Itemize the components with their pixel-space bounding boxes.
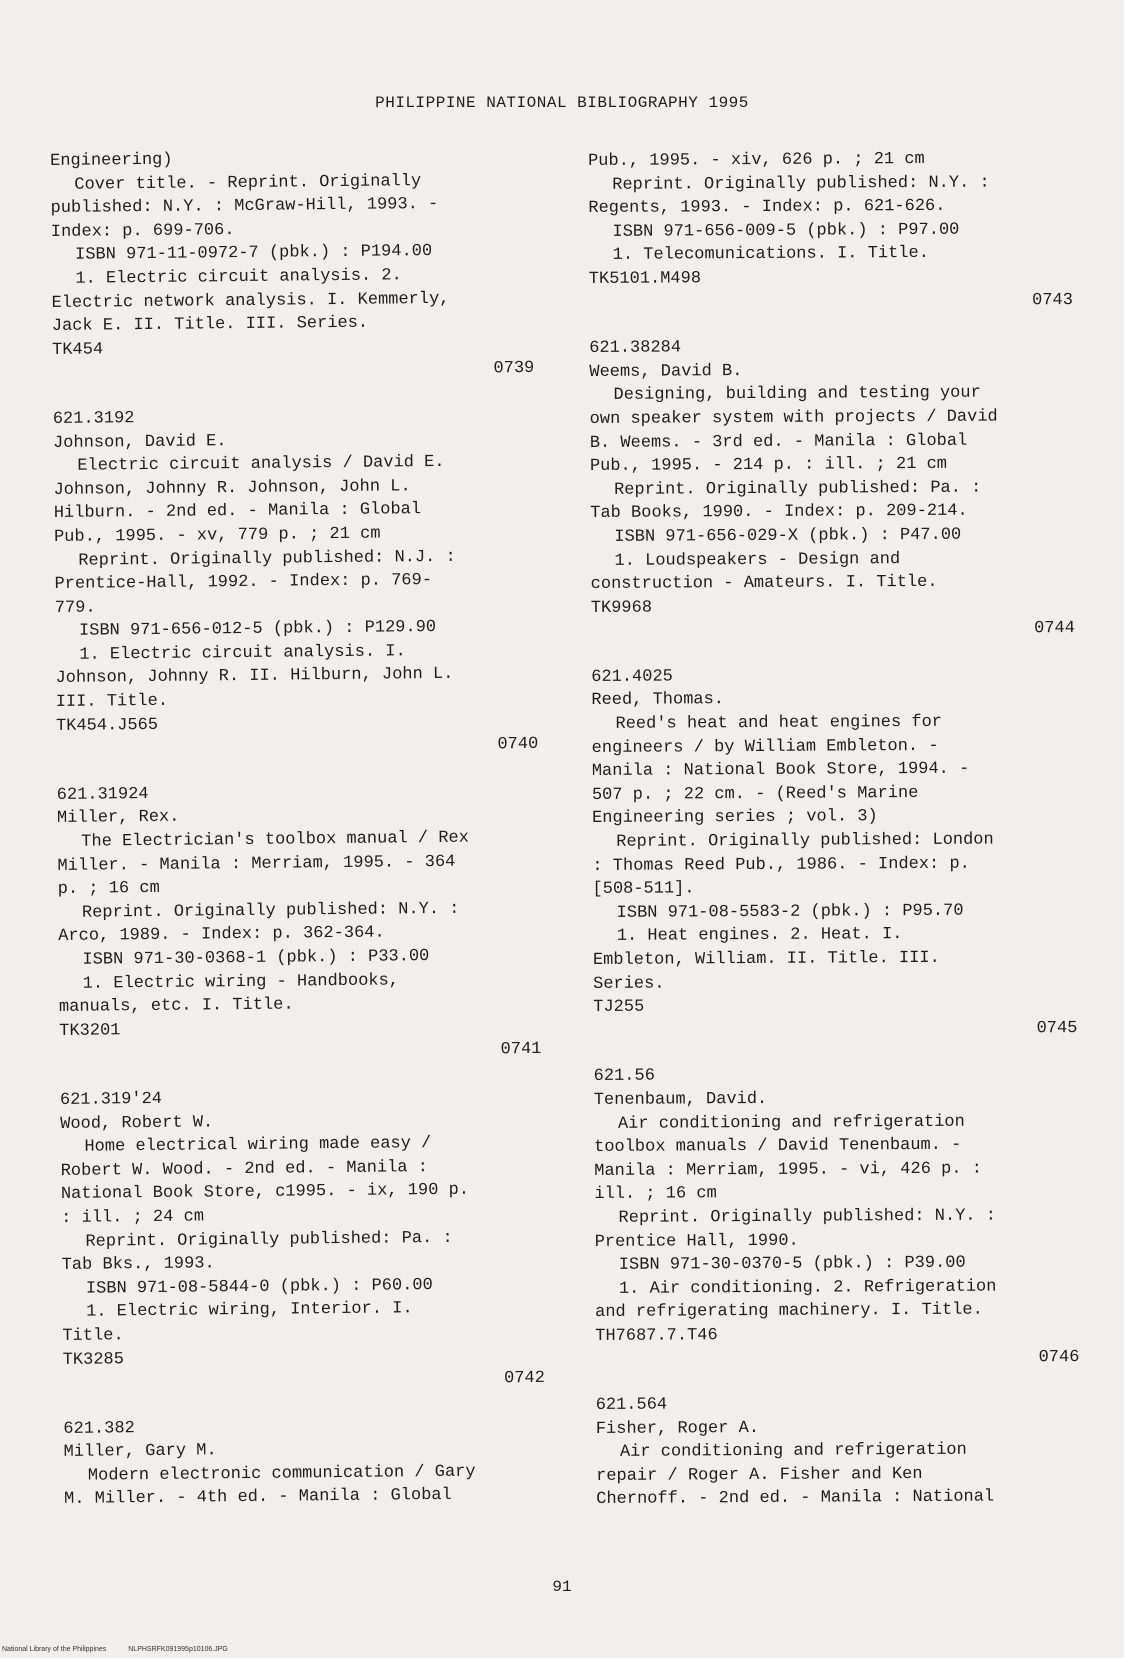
entry-line: Series. (593, 974, 665, 994)
footer-filename: NLPHSRFK091995p10106.JPG (128, 1646, 228, 1653)
entry-line: Miller. - Manila : Merriam, 1995. - 364 (57, 852, 456, 876)
entry-line: Designing, building and testing your (613, 383, 981, 406)
entry-line: Engineering series ; vol. 3) (592, 807, 878, 829)
entry-line: Manila : National Book Store, 1994. - (591, 759, 970, 782)
entry-line: Johnson, Johnny R. Johnson, John L. (53, 476, 411, 500)
entry-line: Manila : Merriam, 1995. - vi, 426 p. : (594, 1159, 982, 1181)
page-number: 91 (552, 1578, 572, 1596)
entry-line: Arco, 1989. - Index: p. 362-364. (58, 923, 385, 947)
record-number: 0745 (1036, 1018, 1078, 1039)
entry-line: 1. Air conditioning. 2. Refrigeration (618, 1277, 997, 1299)
record-number: 0742 (503, 1368, 545, 1389)
entry-line: TK5101.M498 (588, 269, 702, 289)
entry-line: Modern electronic communication / Gary (87, 1462, 476, 1486)
entry-line: ISBN 971-30-0368-1 (pbk.) : P33.00 (82, 947, 430, 970)
entry-line: Tab Bks., 1993. (61, 1254, 215, 1276)
entry-line: TK454 (51, 340, 104, 360)
entry-line: 507 p. ; 22 cm. - (Reed's Marine (591, 783, 919, 805)
entry-line: Reprint. Originally published: N.Y. : (81, 899, 460, 923)
entry-line: Electric network analysis. I. Kemmerly, (51, 289, 450, 313)
bibliographic-entry (60, 1084, 551, 1396)
footer-library: National Library of the Philippines (2, 1646, 107, 1653)
entry-line: repair / Roger A. Fisher and Ken (596, 1464, 923, 1486)
record-number: 0739 (493, 359, 535, 379)
entry-line: construction - Amateurs. I. Title. (590, 572, 938, 595)
record-number: 0743 (1032, 290, 1073, 310)
classification-number: 621.3192 (52, 409, 135, 429)
entry-line: : Thomas Reed Pub., 1986. - Index: p. (592, 854, 970, 876)
entry-line: ISBN 971-30-0370-5 (pbk.) : P39.00 (618, 1253, 966, 1275)
entry-line: Engineering) (50, 150, 173, 171)
entry-line: Electric circuit analysis / David E. (77, 453, 445, 476)
classification-number: 621.382 (63, 1418, 135, 1439)
entry-line: Johnson, David E. (52, 431, 227, 453)
entry-line: ISBN 971-656-009-5 (pbk.) : P97.00 (612, 220, 960, 242)
bibliographic-entry (589, 334, 1081, 644)
entry-line: Prentice Hall, 1990. (594, 1231, 799, 1252)
entry-line: Index: p. 699-706. (50, 220, 235, 242)
entry-line: TH7687.7.T46 (595, 1326, 718, 1346)
entry-line: Title. (62, 1326, 124, 1346)
classification-number: 621.38284 (589, 338, 682, 359)
entry-line: Reprint. Originally published: Pa. : (614, 478, 982, 500)
entry-line: 1. Loudspeakers - Design and (614, 549, 901, 571)
entry-line: National Book Store, c1995. - ix, 190 p. (60, 1181, 470, 1205)
classification-number: 621.319'24 (59, 1089, 163, 1110)
entry-line: Wood, Robert W. (60, 1112, 214, 1134)
entry-line: Tenenbaum, David. (593, 1089, 768, 1110)
entry-line: Reprint. Originally published: N.Y. : (618, 1206, 997, 1228)
entry-line: Jack E. II. Title. III. Series. (51, 313, 369, 337)
entry-line: III. Title. (55, 691, 169, 713)
bibliographic-entry (63, 1413, 552, 1512)
entry-line: ISBN 971-11-0972-7 (pbk.) : P194.00 (75, 242, 433, 266)
scan-footer (2, 1646, 248, 1653)
entry-line: Johnson, Johnny R. II. Hilburn, John L. (55, 665, 454, 689)
entry-line: 1. Electric wiring - Handbooks, (82, 970, 400, 994)
entry-line: [508-511]. (592, 879, 695, 900)
entry-line: Pub., 1995. - xv, 779 p. ; 21 cm (53, 524, 381, 547)
entry-line: ISBN 971-656-029-X (pbk.) : P47.00 (614, 525, 962, 547)
entry-line: Miller, Rex. (56, 808, 180, 829)
entry-line: Air conditioning and refrigeration (617, 1112, 965, 1134)
entry-line: Chernoff. - 2nd ed. - Manila : National (596, 1488, 995, 1510)
entry-line: p. ; 16 cm (57, 879, 160, 900)
entry-line: B. Weems. - 3rd ed. - Manila : Global (589, 431, 968, 453)
entry-line: 1. Heat engines. 2. Heat. I. (616, 925, 903, 947)
entry-line: : ill. ; 24 cm (61, 1207, 205, 1228)
bibliographic-entry (588, 147, 1079, 315)
bibliographic-entry (57, 779, 548, 1067)
entry-line: Reprint. Originally published: N.J. : (78, 547, 456, 571)
classification-number: 621.56 (593, 1066, 655, 1087)
bibliographic-entry (596, 1391, 1087, 1512)
entry-line: M. Miller. - 4th ed. - Manila : Global (64, 1486, 452, 1510)
record-number: 0741 (500, 1040, 542, 1060)
left-column (50, 145, 552, 1512)
bibliographic-entry (53, 403, 545, 762)
entry-line: toolbox manuals / David Tenenbaum. - (594, 1135, 962, 1158)
entry-line: TK3285 (62, 1349, 124, 1370)
entry-line: 1. Electric circuit analysis. I. (79, 642, 406, 665)
entry-line: Air conditioning and refrigeration (619, 1440, 967, 1463)
entry-line: Reprint. Originally published: London (616, 830, 994, 852)
entry-line: Prentice-Hall, 1992. - Index: p. 769- (54, 571, 433, 595)
entry-line: 1. Telecomunications. I. Title. (612, 244, 929, 266)
entry-line: Hilburn. - 2nd ed. - Manila : Global (53, 500, 422, 524)
entry-gap (591, 641, 1081, 666)
entry-line: The Electrician's toolbox manual / Rex (81, 828, 470, 852)
entry-gap (593, 1040, 1083, 1065)
entry-line: Fisher, Roger A. (595, 1418, 760, 1439)
entry-line: Cover title. - Reprint. Originally (74, 171, 422, 195)
entry-line: engineers / by William Embleton. - (591, 736, 939, 758)
entry-line: own speaker system with projects / David (589, 407, 998, 429)
entry-line: ISBN 971-08-5844-0 (pbk.) : P60.00 (85, 1275, 433, 1299)
entry-line: Home electrical wiring made easy / (84, 1134, 432, 1157)
entry-line: published: N.Y. : McGraw-Hill, 1993. - (50, 195, 439, 219)
entry-line: Miller, Gary M. (63, 1441, 217, 1463)
right-column (588, 147, 1086, 1512)
entry-line: Embleton, William. II. Title. III. (592, 948, 940, 970)
record-number: 0744 (1034, 619, 1075, 639)
entry-line: Weems, David B. (589, 361, 743, 382)
entry-line: TJ255 (593, 997, 645, 1018)
entry-line: Reprint. Originally published: N.Y. : (612, 173, 990, 195)
entry-line: Reprint. Originally published: Pa. : (85, 1228, 453, 1252)
entry-line: Reed's heat and heat engines for (615, 712, 943, 734)
record-number: 0746 (1038, 1347, 1080, 1367)
entry-line: Pub., 1995. - 214 p. : ill. ; 21 cm (589, 454, 948, 477)
classification-number: 621.31924 (56, 784, 149, 805)
entry-line: ill. ; 16 cm (594, 1184, 717, 1205)
entry-line: 1. Electric circuit analysis. 2. (75, 266, 402, 289)
classification-number: 621.4025 (591, 667, 673, 687)
entry-line: manuals, etc. I. Title. (58, 995, 294, 1018)
entry-line: 779. (54, 598, 96, 618)
entry-line: TK3201 (59, 1021, 121, 1041)
page-header: PHILIPPINE NATIONAL BIBLIOGRAPHY 1995 (375, 94, 749, 112)
entry-line: Robert W. Wood. - 2nd ed. - Manila : (60, 1157, 429, 1181)
entry-line: 1. Electric wiring, Interior. I. (86, 1299, 413, 1322)
entry-line: Reed, Thomas. (591, 690, 725, 711)
entry-line: Pub., 1995. - xiv, 626 p. ; 21 cm (588, 149, 925, 171)
entry-line: Tab Books, 1990. - Index: p. 209-214. (590, 502, 968, 524)
bibliographic-entry (50, 145, 540, 386)
bibliographic-entry (591, 663, 1083, 1043)
entry-gap (589, 312, 1079, 337)
bibliographic-entry (594, 1062, 1086, 1372)
entry-line: TK9968 (590, 598, 653, 618)
entry-line: ISBN 971-08-5583-2 (pbk.) : P95.70 (616, 901, 964, 923)
entry-line: TK454.J565 (55, 715, 159, 736)
classification-number: 621.564 (595, 1395, 668, 1416)
record-number: 0740 (497, 735, 539, 755)
entry-line: and refrigerating machinery. I. Title. (595, 1300, 983, 1323)
entry-line: ISBN 971-656-012-5 (pbk.) : P129.90 (78, 618, 437, 642)
entry-line: Regents, 1993. - Index: p. 621-626. (588, 197, 946, 219)
entry-gap (595, 1369, 1085, 1394)
